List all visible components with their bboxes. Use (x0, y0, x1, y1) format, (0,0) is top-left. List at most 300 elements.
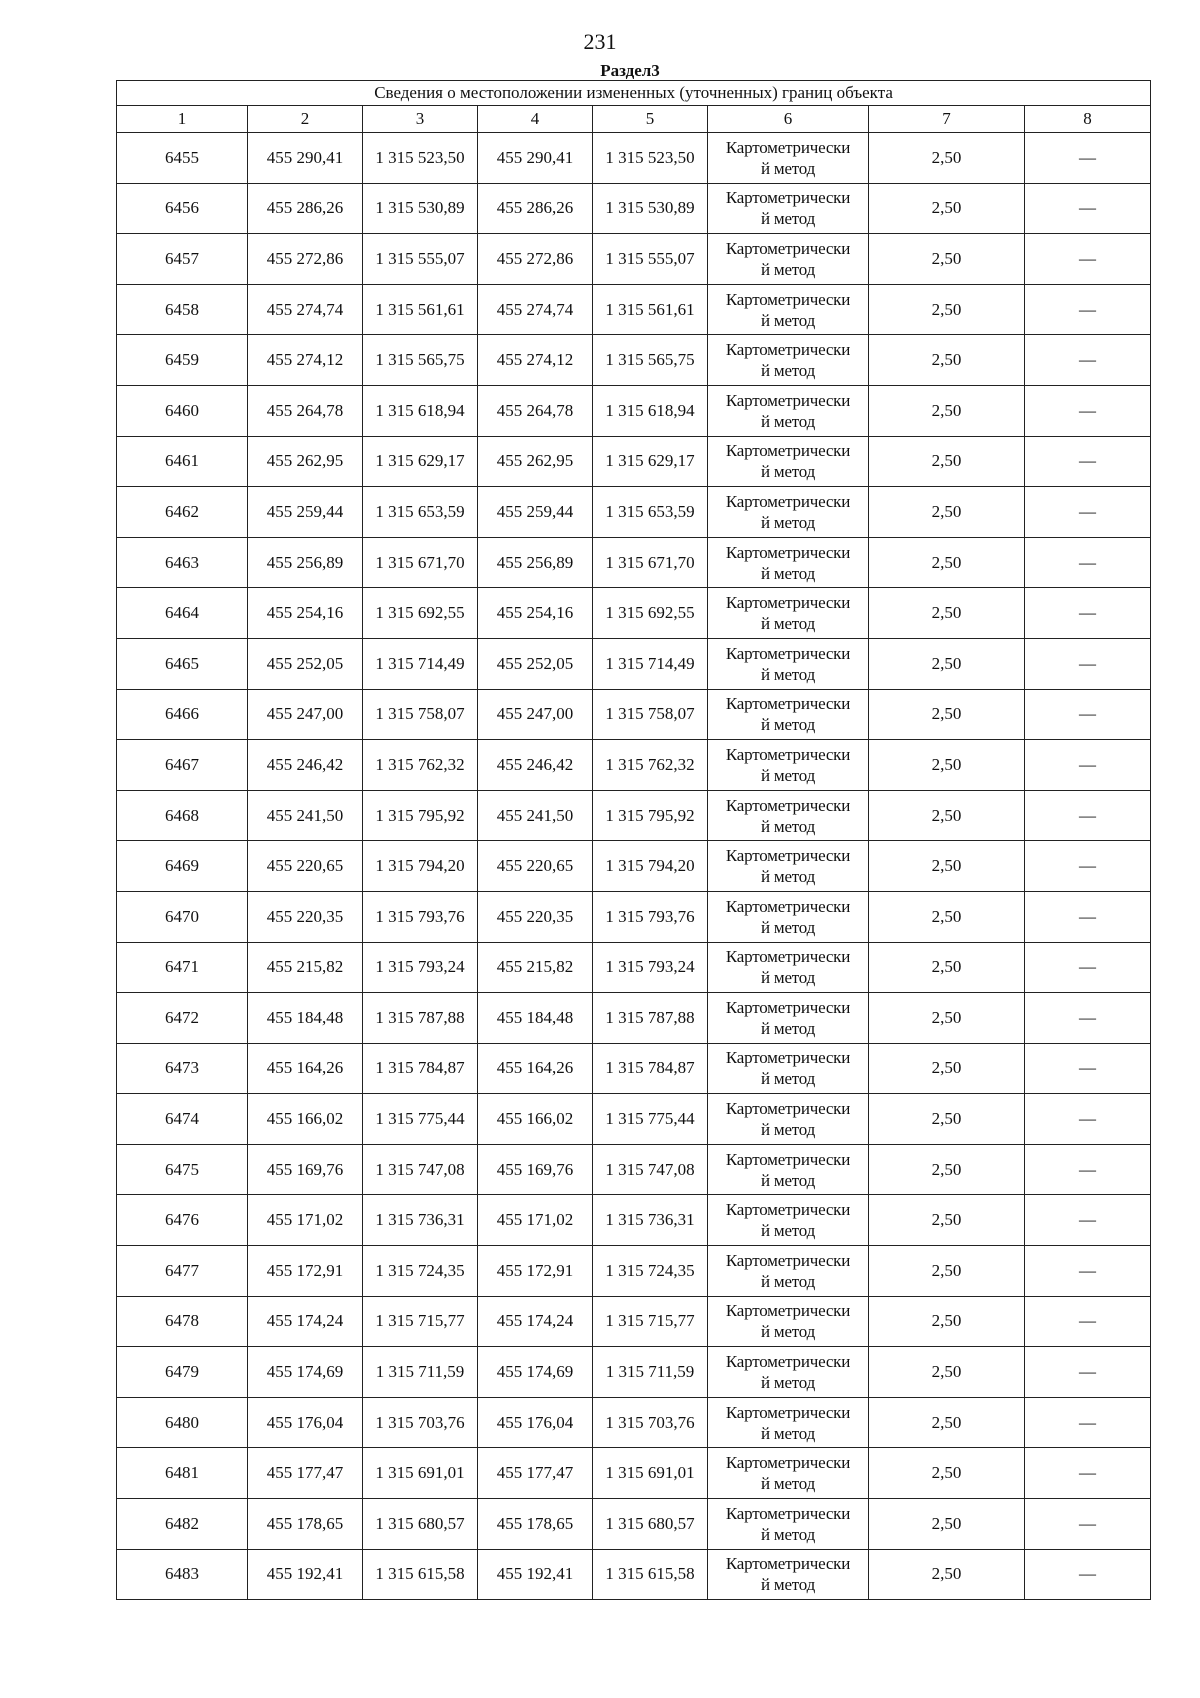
coord-x-new-cell: 455 274,12 (478, 335, 593, 386)
coord-y-cell: 1 315 629,17 (363, 436, 478, 487)
coord-x-cell: 455 184,48 (248, 993, 363, 1044)
coord-y-new-cell: 1 315 692,55 (593, 588, 708, 639)
point-number-cell: 6455 (117, 133, 248, 184)
method-cell (708, 1043, 869, 1094)
table-row (117, 1397, 1151, 1448)
method-line-1: Картометрически (725, 1200, 851, 1220)
coord-y-new-cell: 1 315 787,88 (593, 993, 708, 1044)
coord-y-new-cell: 1 315 762,32 (593, 740, 708, 791)
table-row (117, 183, 1151, 234)
coord-y-new-cell: 1 315 561,61 (593, 284, 708, 335)
method-line-1: Картометрически (725, 491, 851, 511)
table-row (117, 1499, 1151, 1550)
method-cell (708, 1195, 869, 1246)
method-line-1: Картометрически (725, 238, 851, 258)
point-number-cell: 6470 (117, 891, 248, 942)
coord-y-cell: 1 315 691,01 (363, 1448, 478, 1499)
precision-cell: 2,50 (869, 183, 1025, 234)
coord-x-new-cell: 455 286,26 (478, 183, 593, 234)
column-number-header: 3 (363, 106, 478, 133)
coord-x-new-cell: 455 164,26 (478, 1043, 593, 1094)
coord-y-cell: 1 315 671,70 (363, 537, 478, 588)
note-cell: — (1025, 1397, 1151, 1448)
method-line-2: й метод (760, 209, 816, 229)
method-line-1: Картометрически (725, 694, 851, 714)
coord-y-new-cell: 1 315 629,17 (593, 436, 708, 487)
table-row (117, 385, 1151, 436)
coord-x-new-cell: 455 264,78 (478, 385, 593, 436)
point-number-cell: 6472 (117, 993, 248, 1044)
method-cell (708, 689, 869, 740)
method-line-2: й метод (760, 1474, 816, 1494)
coord-x-cell: 455 286,26 (248, 183, 363, 234)
coord-y-new-cell: 1 315 793,76 (593, 891, 708, 942)
method-cell (708, 891, 869, 942)
coord-x-new-cell: 455 290,41 (478, 133, 593, 184)
method-line-1: Картометрически (725, 1453, 851, 1473)
coord-y-cell: 1 315 794,20 (363, 841, 478, 892)
coord-x-cell: 455 241,50 (248, 790, 363, 841)
point-number-cell: 6474 (117, 1094, 248, 1145)
method-cell (708, 234, 869, 285)
coord-x-cell: 455 254,16 (248, 588, 363, 639)
note-cell: — (1025, 638, 1151, 689)
method-line-2: й метод (760, 512, 816, 532)
note-cell: — (1025, 790, 1151, 841)
method-cell (708, 1448, 869, 1499)
point-number-cell: 6480 (117, 1397, 248, 1448)
table-row (117, 1043, 1151, 1094)
note-cell: — (1025, 1195, 1151, 1246)
point-number-cell: 6461 (117, 436, 248, 487)
note-cell: — (1025, 436, 1151, 487)
method-cell (708, 335, 869, 386)
coord-y-cell: 1 315 615,58 (363, 1549, 478, 1600)
coord-y-cell: 1 315 703,76 (363, 1397, 478, 1448)
coord-x-cell: 455 259,44 (248, 487, 363, 538)
coord-x-cell: 455 176,04 (248, 1397, 363, 1448)
precision-cell: 2,50 (869, 891, 1025, 942)
point-number-cell: 6482 (117, 1499, 248, 1550)
coord-x-new-cell: 455 169,76 (478, 1144, 593, 1195)
method-line-1: Картометрически (725, 846, 851, 866)
note-cell: — (1025, 891, 1151, 942)
method-line-2: й метод (760, 664, 816, 684)
coord-x-new-cell: 455 246,42 (478, 740, 593, 791)
method-line-2: й метод (760, 310, 816, 330)
coord-x-new-cell: 455 220,35 (478, 891, 593, 942)
method-cell (708, 1246, 869, 1297)
coord-y-cell: 1 315 561,61 (363, 284, 478, 335)
note-cell: — (1025, 385, 1151, 436)
coord-y-cell: 1 315 724,35 (363, 1246, 478, 1297)
table-row (117, 1246, 1151, 1297)
coord-x-cell: 455 274,12 (248, 335, 363, 386)
table-row (117, 993, 1151, 1044)
boundary-coordinates-table (116, 80, 1151, 1600)
note-cell: — (1025, 487, 1151, 538)
table-row (117, 1296, 1151, 1347)
coord-y-cell: 1 315 565,75 (363, 335, 478, 386)
method-line-1: Картометрически (725, 188, 851, 208)
coord-y-cell: 1 315 736,31 (363, 1195, 478, 1246)
precision-cell: 2,50 (869, 234, 1025, 285)
method-line-2: й метод (760, 158, 816, 178)
method-line-2: й метод (760, 1069, 816, 1089)
table-row (117, 1144, 1151, 1195)
coord-x-cell: 455 262,95 (248, 436, 363, 487)
coord-x-cell: 455 215,82 (248, 942, 363, 993)
method-cell (708, 537, 869, 588)
note-cell: — (1025, 740, 1151, 791)
coord-x-new-cell: 455 259,44 (478, 487, 593, 538)
coord-y-new-cell: 1 315 653,59 (593, 487, 708, 538)
note-cell: — (1025, 942, 1151, 993)
method-line-1: Картометрически (725, 441, 851, 461)
method-line-2: й метод (760, 917, 816, 937)
table-row (117, 1549, 1151, 1600)
note-cell: — (1025, 1549, 1151, 1600)
table-row (117, 487, 1151, 538)
coord-y-cell: 1 315 711,59 (363, 1347, 478, 1398)
coord-x-new-cell: 455 174,24 (478, 1296, 593, 1347)
method-cell (708, 487, 869, 538)
method-cell (708, 1347, 869, 1398)
precision-cell: 2,50 (869, 1549, 1025, 1600)
coord-y-cell: 1 315 555,07 (363, 234, 478, 285)
method-line-2: й метод (760, 462, 816, 482)
precision-cell: 2,50 (869, 841, 1025, 892)
precision-cell: 2,50 (869, 1296, 1025, 1347)
method-line-2: й метод (760, 1575, 816, 1595)
method-cell (708, 1549, 869, 1600)
precision-cell: 2,50 (869, 740, 1025, 791)
method-line-2: й метод (760, 1373, 816, 1393)
method-line-1: Картометрически (725, 1503, 851, 1523)
precision-cell: 2,50 (869, 1499, 1025, 1550)
coord-x-new-cell: 455 262,95 (478, 436, 593, 487)
coord-y-new-cell: 1 315 794,20 (593, 841, 708, 892)
coord-x-new-cell: 455 176,04 (478, 1397, 593, 1448)
coord-y-new-cell: 1 315 775,44 (593, 1094, 708, 1145)
method-line-2: й метод (760, 1423, 816, 1443)
method-line-1: Картометрически (725, 289, 851, 309)
coord-y-cell: 1 315 787,88 (363, 993, 478, 1044)
precision-cell: 2,50 (869, 385, 1025, 436)
precision-cell: 2,50 (869, 790, 1025, 841)
point-number-cell: 6463 (117, 537, 248, 588)
point-number-cell: 6471 (117, 942, 248, 993)
coord-x-cell: 455 171,02 (248, 1195, 363, 1246)
method-cell (708, 790, 869, 841)
coord-y-cell: 1 315 747,08 (363, 1144, 478, 1195)
coord-y-new-cell: 1 315 703,76 (593, 1397, 708, 1448)
note-cell: — (1025, 993, 1151, 1044)
table-row (117, 841, 1151, 892)
method-line-1: Картометрически (725, 390, 851, 410)
method-line-2: й метод (760, 816, 816, 836)
note-cell: — (1025, 133, 1151, 184)
coord-y-new-cell: 1 315 530,89 (593, 183, 708, 234)
method-cell (708, 1397, 869, 1448)
coord-x-cell: 455 174,69 (248, 1347, 363, 1398)
point-number-cell: 6476 (117, 1195, 248, 1246)
method-line-2: й метод (760, 361, 816, 381)
method-cell (708, 1144, 869, 1195)
method-cell (708, 588, 869, 639)
precision-cell: 2,50 (869, 1246, 1025, 1297)
coord-y-new-cell: 1 315 784,87 (593, 1043, 708, 1094)
method-cell (708, 1499, 869, 1550)
coord-x-new-cell: 455 192,41 (478, 1549, 593, 1600)
page-number: 231 (583, 29, 617, 54)
coord-x-new-cell: 455 184,48 (478, 993, 593, 1044)
coord-y-new-cell: 1 315 714,49 (593, 638, 708, 689)
method-line-2: й метод (760, 715, 816, 735)
table-row (117, 1448, 1151, 1499)
method-line-2: й метод (760, 1120, 816, 1140)
table-row (117, 234, 1151, 285)
note-cell: — (1025, 1296, 1151, 1347)
coord-x-cell: 455 264,78 (248, 385, 363, 436)
coord-y-new-cell: 1 315 758,07 (593, 689, 708, 740)
method-line-2: й метод (760, 1524, 816, 1544)
table-body (117, 133, 1151, 1600)
precision-cell: 2,50 (869, 588, 1025, 639)
note-cell: — (1025, 1499, 1151, 1550)
coord-x-cell: 455 164,26 (248, 1043, 363, 1094)
method-cell (708, 183, 869, 234)
table-caption: Сведения о местоположении измененных (уточненных) границ объекта (117, 81, 1151, 106)
coord-y-cell: 1 315 762,32 (363, 740, 478, 791)
column-number-header: 7 (869, 106, 1025, 133)
coord-y-new-cell: 1 315 715,77 (593, 1296, 708, 1347)
note-cell: — (1025, 1094, 1151, 1145)
note-cell: — (1025, 183, 1151, 234)
coord-x-new-cell: 455 247,00 (478, 689, 593, 740)
coord-y-new-cell: 1 315 795,92 (593, 790, 708, 841)
method-cell (708, 638, 869, 689)
coord-x-new-cell: 455 241,50 (478, 790, 593, 841)
table-row (117, 1195, 1151, 1246)
method-line-2: й метод (760, 765, 816, 785)
precision-cell: 2,50 (869, 942, 1025, 993)
note-cell: — (1025, 1246, 1151, 1297)
coord-y-new-cell: 1 315 671,70 (593, 537, 708, 588)
point-number-cell: 6477 (117, 1246, 248, 1297)
precision-cell: 2,50 (869, 1448, 1025, 1499)
coord-y-cell: 1 315 523,50 (363, 133, 478, 184)
coord-y-new-cell: 1 315 691,01 (593, 1448, 708, 1499)
note-cell: — (1025, 335, 1151, 386)
precision-cell: 2,50 (869, 1397, 1025, 1448)
coord-x-cell: 455 290,41 (248, 133, 363, 184)
coord-y-new-cell: 1 315 736,31 (593, 1195, 708, 1246)
method-cell (708, 284, 869, 335)
table-row (117, 537, 1151, 588)
method-line-1: Картометрически (725, 542, 851, 562)
point-number-cell: 6468 (117, 790, 248, 841)
point-number-cell: 6481 (117, 1448, 248, 1499)
point-number-cell: 6469 (117, 841, 248, 892)
method-line-1: Картометрически (725, 744, 851, 764)
coord-x-cell: 455 220,35 (248, 891, 363, 942)
method-line-2: й метод (760, 1322, 816, 1342)
coord-x-cell: 455 178,65 (248, 1499, 363, 1550)
coord-y-cell: 1 315 530,89 (363, 183, 478, 234)
coord-x-cell: 455 177,47 (248, 1448, 363, 1499)
coord-y-cell: 1 315 715,77 (363, 1296, 478, 1347)
point-number-cell: 6464 (117, 588, 248, 639)
section-title: Раздел3 (600, 61, 660, 80)
note-cell: — (1025, 1043, 1151, 1094)
method-line-1: Картометрически (725, 137, 851, 157)
table-row (117, 891, 1151, 942)
point-number-cell: 6483 (117, 1549, 248, 1600)
precision-cell: 2,50 (869, 689, 1025, 740)
table-row (117, 133, 1151, 184)
coord-y-cell: 1 315 758,07 (363, 689, 478, 740)
method-line-2: й метод (760, 1018, 816, 1038)
point-number-cell: 6473 (117, 1043, 248, 1094)
method-line-1: Картометрически (725, 1301, 851, 1321)
note-cell: — (1025, 537, 1151, 588)
coord-y-new-cell: 1 315 724,35 (593, 1246, 708, 1297)
coord-y-cell: 1 315 653,59 (363, 487, 478, 538)
column-number-row (117, 106, 1151, 133)
method-cell (708, 740, 869, 791)
method-line-1: Картометрически (725, 1149, 851, 1169)
table-row (117, 942, 1151, 993)
coord-x-new-cell: 455 274,74 (478, 284, 593, 335)
column-number-header: 6 (708, 106, 869, 133)
coord-x-cell: 455 274,74 (248, 284, 363, 335)
method-line-2: й метод (760, 1221, 816, 1241)
method-line-1: Картометрически (725, 1352, 851, 1372)
precision-cell: 2,50 (869, 1043, 1025, 1094)
precision-cell: 2,50 (869, 1094, 1025, 1145)
method-line-1: Картометрически (725, 643, 851, 663)
table-row (117, 689, 1151, 740)
coord-x-new-cell: 455 174,69 (478, 1347, 593, 1398)
coord-x-new-cell: 455 178,65 (478, 1499, 593, 1550)
method-cell (708, 942, 869, 993)
method-line-1: Картометрически (725, 997, 851, 1017)
point-number-cell: 6459 (117, 335, 248, 386)
coord-x-cell: 455 192,41 (248, 1549, 363, 1600)
coord-y-cell: 1 315 795,92 (363, 790, 478, 841)
method-line-2: й метод (760, 411, 816, 431)
coord-y-cell: 1 315 680,57 (363, 1499, 478, 1550)
method-line-2: й метод (760, 968, 816, 988)
method-line-1: Картометрически (725, 1099, 851, 1119)
column-number-header: 2 (248, 106, 363, 133)
table-row (117, 1347, 1151, 1398)
coord-y-cell: 1 315 784,87 (363, 1043, 478, 1094)
point-number-cell: 6467 (117, 740, 248, 791)
method-line-1: Картометрически (725, 795, 851, 815)
table-row (117, 1094, 1151, 1145)
method-cell (708, 436, 869, 487)
column-number-header: 5 (593, 106, 708, 133)
coord-x-cell: 455 174,24 (248, 1296, 363, 1347)
coord-y-cell: 1 315 793,24 (363, 942, 478, 993)
coord-y-cell: 1 315 714,49 (363, 638, 478, 689)
method-line-1: Картометрически (725, 340, 851, 360)
coord-y-cell: 1 315 692,55 (363, 588, 478, 639)
table-row (117, 284, 1151, 335)
table-row (117, 436, 1151, 487)
method-cell (708, 841, 869, 892)
coord-x-cell: 455 246,42 (248, 740, 363, 791)
precision-cell: 2,50 (869, 1347, 1025, 1398)
method-line-2: й метод (760, 259, 816, 279)
precision-cell: 2,50 (869, 993, 1025, 1044)
coord-x-new-cell: 455 254,16 (478, 588, 593, 639)
precision-cell: 2,50 (869, 335, 1025, 386)
coord-x-cell: 455 272,86 (248, 234, 363, 285)
precision-cell: 2,50 (869, 133, 1025, 184)
point-number-cell: 6465 (117, 638, 248, 689)
coord-x-new-cell: 455 215,82 (478, 942, 593, 993)
coord-y-new-cell: 1 315 747,08 (593, 1144, 708, 1195)
method-line-1: Картометрически (725, 593, 851, 613)
table-row (117, 740, 1151, 791)
point-number-cell: 6478 (117, 1296, 248, 1347)
point-number-cell: 6479 (117, 1347, 248, 1398)
coord-y-new-cell: 1 315 555,07 (593, 234, 708, 285)
coord-y-cell: 1 315 618,94 (363, 385, 478, 436)
point-number-cell: 6456 (117, 183, 248, 234)
note-cell: — (1025, 284, 1151, 335)
method-line-1: Картометрически (725, 1048, 851, 1068)
precision-cell: 2,50 (869, 436, 1025, 487)
coord-y-cell: 1 315 793,76 (363, 891, 478, 942)
note-cell: — (1025, 841, 1151, 892)
coord-x-new-cell: 455 272,86 (478, 234, 593, 285)
coord-x-cell: 455 172,91 (248, 1246, 363, 1297)
method-line-1: Картометрически (725, 1250, 851, 1270)
coord-x-cell: 455 252,05 (248, 638, 363, 689)
note-cell: — (1025, 1448, 1151, 1499)
method-line-2: й метод (760, 614, 816, 634)
point-number-cell: 6457 (117, 234, 248, 285)
precision-cell: 2,50 (869, 487, 1025, 538)
note-cell: — (1025, 588, 1151, 639)
coord-x-new-cell: 455 171,02 (478, 1195, 593, 1246)
column-number-header: 8 (1025, 106, 1151, 133)
point-number-cell: 6460 (117, 385, 248, 436)
table-row (117, 638, 1151, 689)
method-line-1: Картометрически (725, 1402, 851, 1422)
point-number-cell: 6462 (117, 487, 248, 538)
method-line-2: й метод (760, 1271, 816, 1291)
coord-x-cell: 455 220,65 (248, 841, 363, 892)
method-line-2: й метод (760, 867, 816, 887)
method-cell (708, 993, 869, 1044)
coord-x-new-cell: 455 252,05 (478, 638, 593, 689)
point-number-cell: 6458 (117, 284, 248, 335)
precision-cell: 2,50 (869, 537, 1025, 588)
coord-y-new-cell: 1 315 565,75 (593, 335, 708, 386)
coord-x-new-cell: 455 166,02 (478, 1094, 593, 1145)
note-cell: — (1025, 1347, 1151, 1398)
coord-y-new-cell: 1 315 523,50 (593, 133, 708, 184)
method-line-1: Картометрически (725, 896, 851, 916)
note-cell: — (1025, 689, 1151, 740)
method-cell (708, 1094, 869, 1145)
method-cell (708, 1296, 869, 1347)
